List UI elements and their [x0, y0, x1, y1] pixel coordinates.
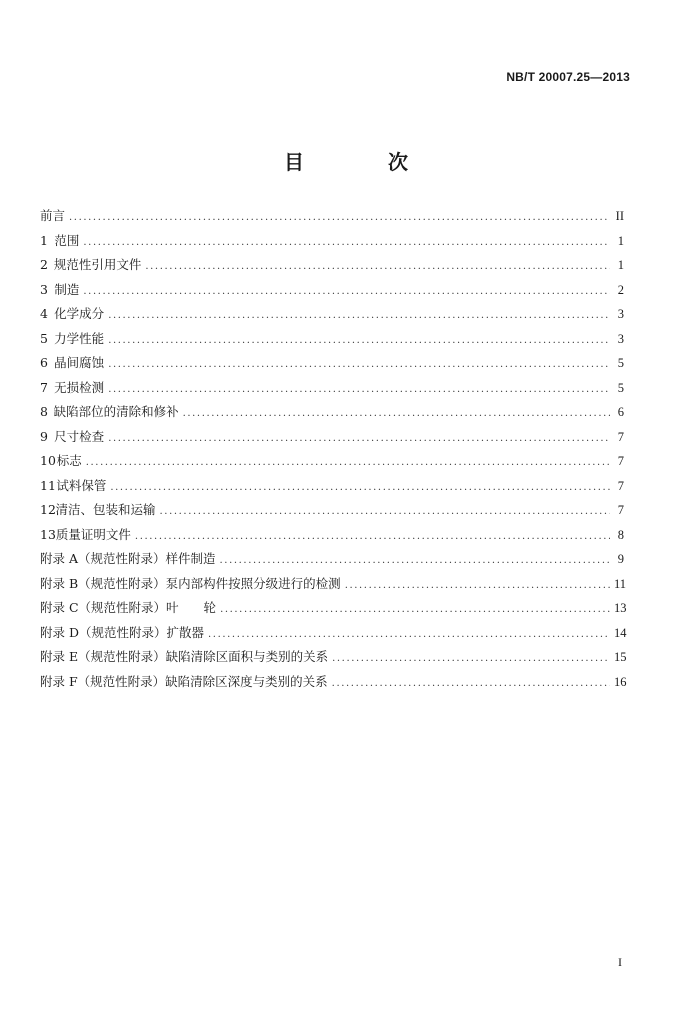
- toc-entry-page: 13: [614, 601, 627, 615]
- toc-entry-label: 前言: [40, 208, 66, 223]
- toc-leader-dots: [332, 672, 610, 697]
- toc-entry-11[interactable]: [40, 474, 624, 499]
- toc-entry-number: 8: [40, 404, 48, 419]
- toc-entry-page: 15: [614, 650, 627, 664]
- toc-leader-dots: [220, 549, 610, 574]
- toc-leader-dots: [110, 476, 610, 501]
- toc-entry-6[interactable]: [40, 351, 624, 376]
- toc-appendix-c[interactable]: [40, 596, 627, 621]
- toc-entry-number: 4: [40, 306, 48, 321]
- toc-entry-page: II: [615, 209, 624, 223]
- toc-leader-dots: [108, 329, 610, 354]
- toc-entry-page: 8: [617, 527, 624, 542]
- toc-entry-page: 5: [617, 380, 624, 395]
- toc-leader-dots: [108, 427, 610, 452]
- toc-entry-5[interactable]: [40, 327, 624, 352]
- toc-appendix-e[interactable]: [40, 645, 627, 670]
- toc-appendix-a[interactable]: [40, 547, 624, 572]
- toc-entry-number: 3: [40, 281, 48, 297]
- toc-entry-label: 清洁、包装和运输: [55, 502, 156, 517]
- toc-appendix-prefix: 附录 D（规范性附录）: [40, 624, 167, 640]
- toc-entry-label: 规范性引用文件: [53, 257, 142, 272]
- toc-leader-dots: [69, 206, 610, 231]
- toc-entry-page: 6: [617, 405, 624, 419]
- toc-entry-number: 11: [40, 477, 56, 493]
- toc-leader-dots: [183, 402, 610, 427]
- toc-leader-dots: [145, 255, 610, 280]
- toc-entry-number: 2: [40, 257, 48, 272]
- toc-entry-page: 5: [617, 356, 624, 370]
- toc-entry-foreword[interactable]: [40, 204, 624, 229]
- toc-entry-number: 10: [40, 453, 56, 468]
- toc-entry-label: 力学性能: [54, 330, 105, 346]
- toc-entry-label: 缺陷清除区面积与类别的关系: [165, 649, 329, 664]
- toc-entry-page: 11: [614, 576, 627, 591]
- toc-entry-7[interactable]: [40, 376, 624, 401]
- toc-entry-page: 1: [617, 258, 624, 272]
- toc-entry-label: 试料保管: [56, 477, 107, 493]
- toc-entry-number: 5: [40, 330, 48, 346]
- toc-appendix-f[interactable]: [40, 670, 627, 695]
- toc-entry-page: 7: [617, 429, 624, 444]
- toc-leader-dots: [108, 304, 610, 329]
- toc-leader-dots: [135, 525, 610, 550]
- toc-entry-page: 3: [617, 331, 624, 346]
- page-title: 目 次: [284, 150, 440, 174]
- document-code: NB/T 20007.25—2013: [506, 70, 630, 84]
- toc-appendix-d[interactable]: [40, 621, 627, 646]
- toc-entry-label: 叶 轮: [166, 600, 217, 615]
- toc-entry-12[interactable]: [40, 498, 624, 523]
- toc-appendix-prefix: 附录 C（规范性附录）: [40, 600, 167, 615]
- toc-leader-dots: [332, 647, 610, 672]
- toc-entry-page: 14: [614, 625, 627, 640]
- toc-appendix-prefix: 附录 F（规范性附录）: [40, 673, 166, 689]
- toc-entry-4[interactable]: [40, 302, 624, 327]
- toc-entry-number: 7: [40, 379, 48, 395]
- toc-entry-9[interactable]: [40, 425, 624, 450]
- toc-entry-label: 扩散器: [166, 624, 205, 640]
- toc-appendix-b[interactable]: [40, 572, 627, 597]
- toc-entry-label: 缺陷清除区深度与类别的关系: [165, 673, 328, 689]
- toc-entry-page: 9: [617, 552, 624, 566]
- toc-entry-number: 6: [40, 355, 48, 370]
- toc-appendix-prefix: 附录 A（规范性附录）: [40, 551, 166, 566]
- toc-entry-label: 无损检测: [54, 379, 105, 395]
- toc-entry-label: 化学成分: [54, 306, 105, 321]
- toc-entry-13[interactable]: [40, 523, 624, 548]
- toc-leader-dots: [83, 231, 610, 256]
- toc-leader-dots: [86, 451, 610, 476]
- toc-appendix-prefix: 附录 B（规范性附录）: [40, 575, 166, 591]
- toc-leader-dots: [208, 623, 610, 648]
- toc-entry-number: 9: [40, 428, 48, 444]
- toc-entry-label: 缺陷部位的清除和修补: [53, 404, 179, 419]
- toc-entry-page: 2: [617, 282, 624, 297]
- toc-entry-number: 12: [40, 502, 56, 517]
- table-of-contents: [40, 204, 627, 694]
- toc-leader-dots: [220, 598, 610, 623]
- toc-entry-1[interactable]: [40, 229, 624, 254]
- toc-leader-dots: [83, 280, 610, 305]
- toc-entry-label: 标志: [56, 453, 82, 468]
- toc-entry-number: 13: [40, 526, 56, 542]
- toc-leader-dots: [108, 378, 610, 403]
- toc-entry-label: 尺寸检查: [54, 428, 105, 444]
- toc-entry-label: 样件制造: [165, 551, 216, 566]
- toc-entry-3[interactable]: [40, 278, 624, 303]
- toc-entry-page: 1: [617, 233, 624, 248]
- toc-entry-page: 7: [617, 478, 624, 493]
- toc-entry-2[interactable]: [40, 253, 624, 278]
- toc-entry-page: 7: [617, 454, 624, 468]
- toc-entry-label: 质量证明文件: [55, 526, 131, 542]
- toc-entry-label: 范围: [54, 232, 80, 248]
- toc-appendix-prefix: 附录 E（规范性附录）: [40, 649, 166, 664]
- toc-leader-dots: [108, 353, 610, 378]
- toc-entry-label: 制造: [54, 281, 80, 297]
- toc-entry-8[interactable]: [40, 400, 624, 425]
- toc-leader-dots: [345, 574, 610, 599]
- page-number: I: [618, 955, 622, 969]
- toc-leader-dots: [160, 500, 610, 525]
- toc-entry-10[interactable]: [40, 449, 624, 474]
- toc-entry-page: 7: [617, 503, 624, 517]
- toc-entry-page: 16: [614, 674, 627, 689]
- toc-entry-page: 3: [617, 307, 624, 321]
- toc-entry-label: 泵内部构件按照分级进行的检测: [165, 575, 341, 591]
- toc-entry-number: 1: [40, 232, 48, 248]
- toc-entry-label: 晶间腐蚀: [54, 355, 105, 370]
